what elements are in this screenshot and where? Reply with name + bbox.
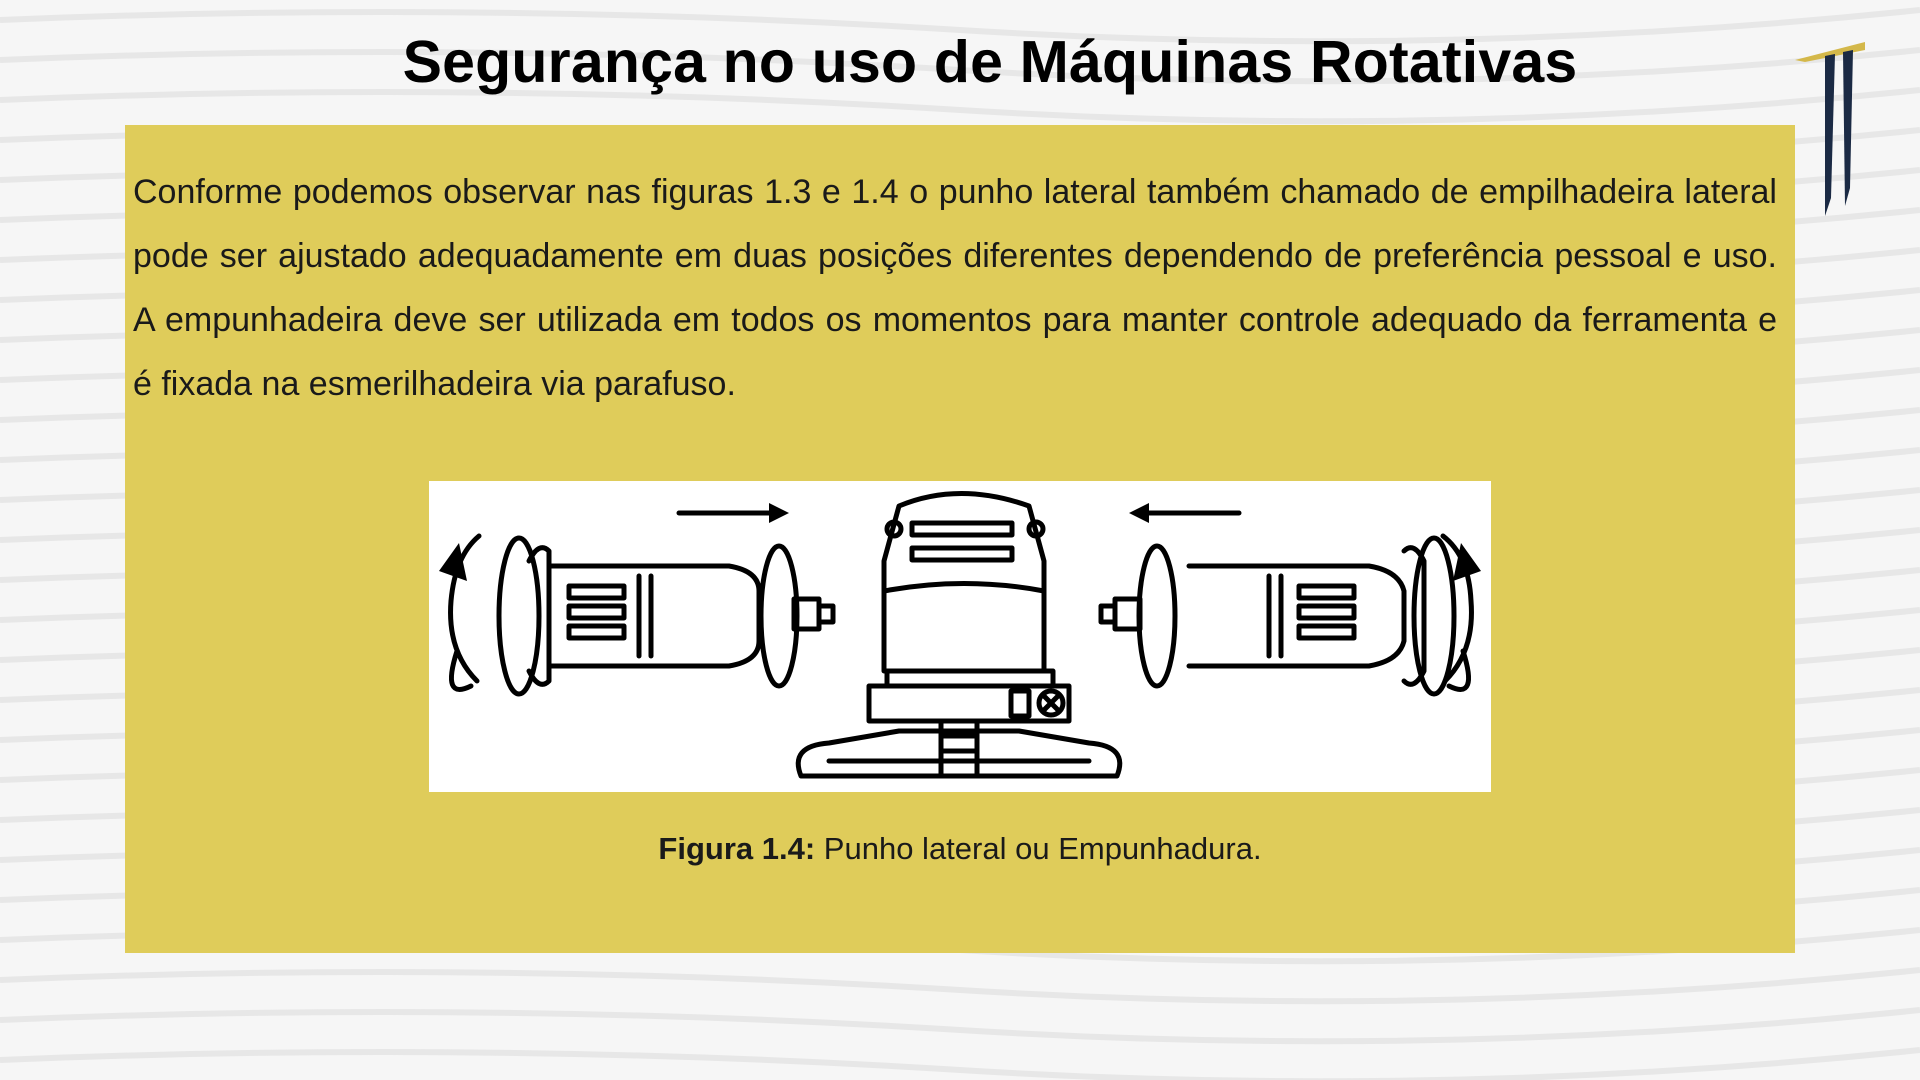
- slide-title: Segurança no uso de Máquinas Rotativas: [402, 29, 1578, 95]
- figure-caption-text: Punho lateral ou Empunhadura.: [815, 831, 1262, 866]
- figure-caption: [125, 831, 1795, 867]
- figure-caption-label: Figura 1.4:: [658, 831, 816, 866]
- content-panel: [125, 125, 1795, 953]
- figure-image: [429, 481, 1491, 792]
- body-paragraph: Conforme podemos observar nas figuras 1.3 e 1.4 o punho lateral também chamado de empilhadeira lateral pode ser ajustado adequadamente em duas posições diferentes dependendo de preferência pessoal e uso. A empunhadeira deve ser utilizada em todos os momentos para manter controle adequado da ferramenta e é fixada na esmerilhadeira via parafuso.: [133, 173, 1777, 403]
- angle-grinder-side-handle-illustration: [429, 481, 1491, 792]
